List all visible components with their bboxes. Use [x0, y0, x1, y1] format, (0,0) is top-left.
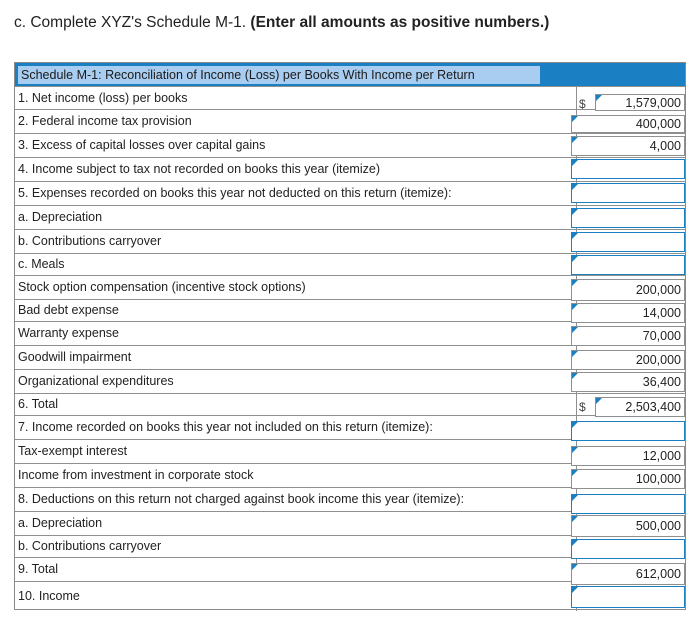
amount-input[interactable]	[571, 515, 685, 537]
amount-input[interactable]	[571, 586, 685, 608]
amount-input[interactable]	[571, 232, 685, 252]
amount-value: 400,000	[635, 117, 681, 131]
amount-input[interactable]	[571, 421, 685, 441]
amount-value: 36,400	[642, 375, 681, 389]
instruction-emphasis: (Enter all amounts as positive numbers.)	[250, 14, 550, 31]
instruction-prefix: c. Complete XYZ's Schedule M-1.	[14, 14, 247, 31]
amount-input[interactable]	[571, 136, 685, 156]
input-marker-icon	[572, 137, 578, 143]
input-marker-icon	[572, 209, 578, 215]
schedule-m1-table	[14, 62, 686, 610]
amount-input[interactable]	[571, 469, 685, 489]
input-marker-icon	[572, 470, 578, 476]
question-instruction	[14, 14, 549, 32]
input-marker-icon	[572, 540, 578, 546]
row-label: 3. Excess of capital losses over capital gains	[15, 134, 577, 157]
amount-value: 200,000	[635, 283, 681, 297]
amount-value: 100,000	[635, 472, 681, 486]
row-label: Tax-exempt interest	[15, 440, 577, 463]
row-label: 1. Net income (loss) per books	[15, 87, 577, 109]
row-label: c. Meals	[15, 254, 577, 275]
amount-value: 2,503,400	[625, 400, 681, 414]
row-label: Income from investment in corporate stock	[15, 464, 577, 487]
table-header-label: Schedule M-1: Reconciliation of Income (Loss) per Books With Income per Return	[18, 66, 540, 84]
row-label: b. Contributions carryover	[15, 536, 577, 557]
row-label: Stock option compensation (incentive stock options)	[15, 276, 577, 299]
input-marker-icon	[572, 587, 578, 593]
input-marker-icon	[572, 280, 578, 286]
amount-value: 12,000	[642, 449, 681, 463]
amount-value: 500,000	[635, 519, 681, 533]
row-label: 4. Income subject to tax not recorded on books this year (itemize)	[15, 158, 577, 181]
row-label: 6. Total	[15, 394, 577, 415]
amount-input[interactable]	[571, 494, 685, 514]
row-label: a. Depreciation	[15, 206, 577, 229]
amount-value: 1,579,000	[625, 95, 681, 110]
input-marker-icon	[572, 233, 578, 239]
input-marker-icon	[596, 398, 602, 404]
row-label: b. Contributions carryover	[15, 230, 577, 253]
input-marker-icon	[572, 351, 578, 357]
amount-input[interactable]	[571, 279, 685, 301]
row-label: Goodwill impairment	[15, 346, 577, 369]
input-marker-icon	[572, 516, 578, 522]
row-label: 2. Federal income tax provision	[15, 110, 577, 133]
input-marker-icon	[572, 373, 578, 379]
row-label: 9. Total	[15, 558, 577, 581]
input-marker-icon	[572, 256, 578, 262]
amount-input[interactable]	[571, 539, 685, 559]
amount-input[interactable]	[571, 208, 685, 228]
input-marker-icon	[572, 160, 578, 166]
amount-input[interactable]	[571, 159, 685, 179]
row-label: Warranty expense	[15, 322, 577, 345]
input-marker-icon	[572, 447, 578, 453]
amount-input[interactable]	[571, 446, 685, 466]
input-marker-icon	[596, 95, 602, 101]
amount-input[interactable]	[571, 115, 685, 133]
dollar-sign: $	[579, 400, 586, 414]
amount-input[interactable]	[571, 350, 685, 370]
amount-value: 14,000	[642, 306, 681, 320]
input-marker-icon	[572, 564, 578, 570]
amount-input[interactable]	[571, 255, 685, 275]
amount-input[interactable]	[571, 326, 685, 346]
amount-input[interactable]	[571, 372, 685, 392]
amount-input[interactable]	[571, 183, 685, 203]
dollar-sign: $	[579, 97, 586, 111]
input-marker-icon	[572, 422, 578, 428]
row-label: 5. Expenses recorded on books this year not deducted on this return (itemize):	[15, 182, 577, 205]
input-marker-icon	[572, 304, 578, 310]
amount-value: 4,000	[649, 139, 681, 153]
input-marker-icon	[572, 327, 578, 333]
amount-input[interactable]	[571, 303, 685, 323]
row-label: Bad debt expense	[15, 300, 577, 321]
row-label: 7. Income recorded on books this year not included on this return (itemize):	[15, 416, 577, 439]
amount-input[interactable]	[571, 563, 685, 585]
amount-input[interactable]	[595, 397, 685, 417]
amount-value: 200,000	[635, 353, 681, 367]
row-label: Organizational expenditures	[15, 370, 577, 393]
input-marker-icon	[572, 116, 578, 122]
table-header	[15, 63, 685, 86]
row-label: 10. Income	[15, 582, 577, 611]
amount-value: 70,000	[642, 329, 681, 343]
input-marker-icon	[572, 184, 578, 190]
input-marker-icon	[572, 495, 578, 501]
row-label: a. Depreciation	[15, 512, 577, 535]
amount-value: 612,000	[635, 567, 681, 581]
amount-input[interactable]	[595, 94, 685, 111]
row-label: 8. Deductions on this return not charged against book income this year (itemize):	[15, 488, 577, 511]
